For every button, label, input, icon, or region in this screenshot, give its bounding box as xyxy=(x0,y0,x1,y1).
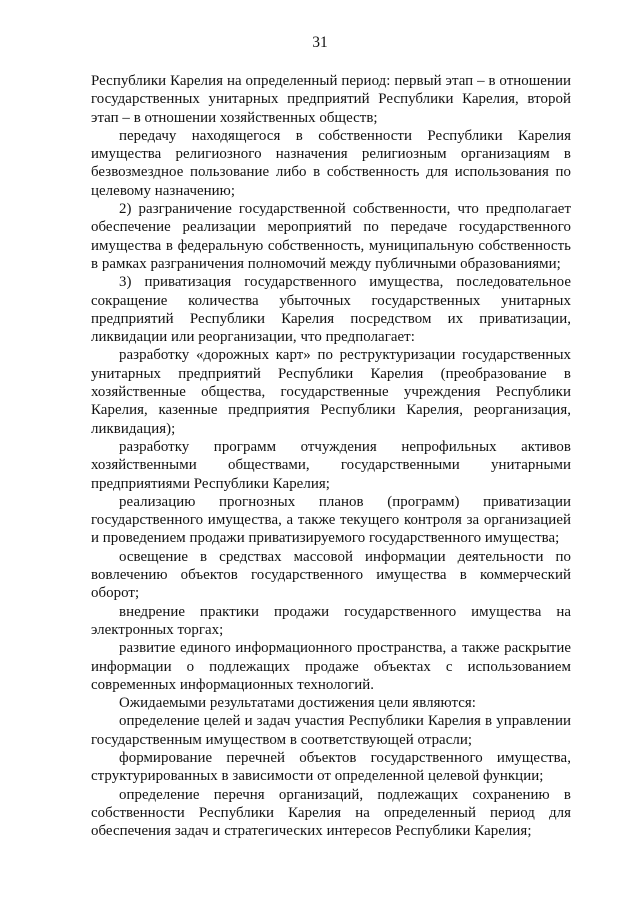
paragraph: развитие единого информационного пространства, а также раскрытие информации о подлежащих продаже объектах с использованием современных информационных технологий. xyxy=(91,640,571,693)
page-number: 31 xyxy=(312,34,328,51)
paragraph: Ожидаемыми результатами достижения цели являются: xyxy=(119,695,476,712)
paragraph: реализацию прогнозных планов (программ) приватизации государственного имущества, а также текущего контроля за организацией и проведением продажи приватизируемого государственного имущества; xyxy=(91,493,571,547)
document-body xyxy=(91,72,571,840)
paragraph: разработку «дорожных карт» по реструктуризации государственных унитарных предприятий Республики Карелия (преобразование в хозяйственные общества, государственные учреждения Республики Карелия, казенные предприятия Республики Карелия, реорганизация, ликвидация); xyxy=(91,347,571,437)
paragraph: Республики Карелия на определенный период: первый этап – в отношении государственных унитарных предприятий Республики Карелия, второй этап – в отношении хозяйственных обществ; xyxy=(91,73,571,126)
paragraph: 3) приватизация государственного имущества, последовательное сокращение количества убыточных государственных унитарных предприятий Республики Карелия посредством их приватизации, ликвидации или реорганизации, что предполагает: xyxy=(91,274,571,346)
paragraph: разработку программ отчуждения непрофильных активов хозяйственными обществами, государственными унитарными предприятиями Республики Карелия; xyxy=(91,438,571,492)
paragraph: определение перечня организаций, подлежащих сохранению в собственности Республики Карелия на определенный период для обеспечения задач и стратегических интересов Республики Карелия; xyxy=(91,786,571,840)
paragraph: 2) разграничение государственной собственности, что предполагает обеспечение реализации мероприятий по передаче государственного имущества в федеральную собственность, муниципальную собственность в рамках разграничения полномочий между публичными образованиями; xyxy=(91,201,571,272)
paragraph: формирование перечней объектов государственного имущества, структурированных в зависимости от определенной целевой функции; xyxy=(91,749,571,785)
paragraph: освещение в средствах массовой информации деятельности по вовлечению объектов государственного имущества в коммерческий оборот; xyxy=(91,548,571,602)
paragraph: внедрение практики продажи государственного имущества на электронных торгах; xyxy=(91,603,571,638)
paragraph: определение целей и задач участия Республики Карелия в управлении государственным имуществом в соответствующей отрасли; xyxy=(91,713,571,748)
paragraph: передачу находящегося в собственности Республики Карелия имущества религиозного назначения религиозным организациям в безвозмездное пользование либо в собственность для использования по целевому назначению; xyxy=(91,127,571,199)
